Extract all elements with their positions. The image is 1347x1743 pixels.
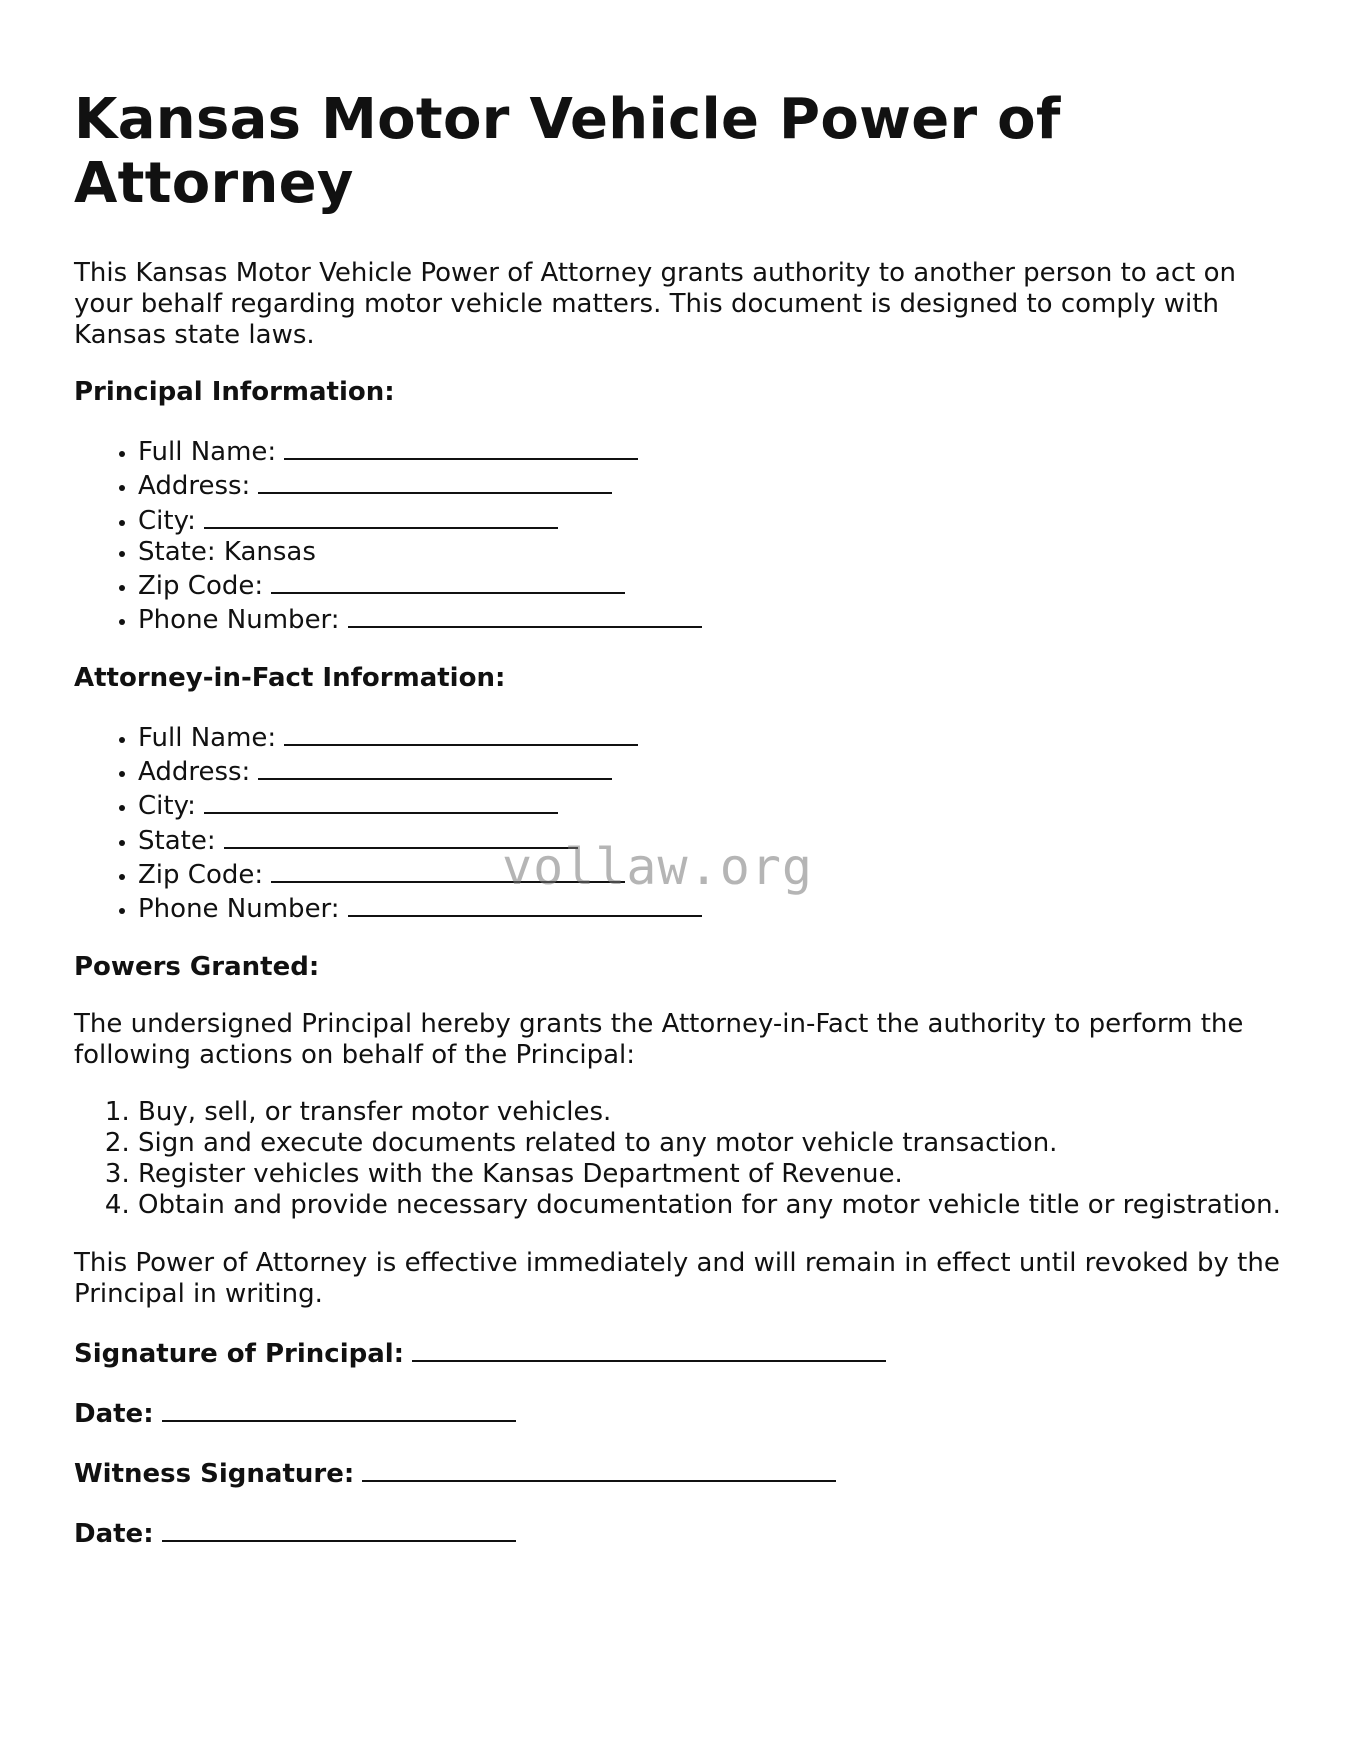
- principal-signature-row: [74, 1336, 1284, 1370]
- field-label: Full Name:: [138, 437, 277, 467]
- field-label: Full Name:: [138, 722, 277, 753]
- intro-paragraph: This Kansas Motor Vehicle Power of Attorney grants authority to another person to act on your behalf regarding motor vehicle matters. This document is designed to comply with Kansas state laws.: [74, 258, 1237, 350]
- witness-signature-row: [74, 1456, 1284, 1490]
- field-label: Address:: [138, 471, 251, 502]
- power-item: 2. Sign and execute documents related to any motor vehicle transaction.: [138, 1128, 1284, 1159]
- attorney-heading: Attorney-in-Fact Information:: [74, 662, 506, 693]
- attorney-city-item: [138, 788, 1284, 822]
- document-page: [74, 88, 1284, 1550]
- principal-address-blank[interactable]: [258, 468, 612, 494]
- watermark: vollaw.org: [502, 838, 814, 896]
- attorney-full-name-blank[interactable]: [284, 720, 638, 746]
- principal-zip-blank[interactable]: [271, 568, 625, 594]
- principal-full-name-blank[interactable]: [284, 434, 638, 460]
- witness-date-blank[interactable]: [162, 1516, 516, 1542]
- witness-date-row: [74, 1516, 1284, 1550]
- field-label: Phone Number:: [138, 605, 340, 636]
- principal-address-item: [138, 468, 1284, 502]
- powers-list: [74, 1097, 1284, 1222]
- date-label: Date:: [74, 1398, 154, 1429]
- document-title: Kansas Motor Vehicle Power of Attorney: [74, 87, 1061, 216]
- field-label: State:: [138, 825, 216, 856]
- principal-full-name-item: [138, 434, 1284, 468]
- date-label: Date:: [74, 1518, 154, 1549]
- principal-field-list: [74, 434, 1284, 637]
- principal-date-blank[interactable]: [162, 1396, 516, 1422]
- power-item: 3. Register vehicles with the Kansas Department of Revenue.: [138, 1159, 1284, 1190]
- field-label: State: Kansas: [138, 536, 316, 567]
- principal-state-item: [138, 537, 1284, 568]
- field-label: City:: [138, 791, 196, 822]
- principal-city-item: [138, 503, 1284, 537]
- field-label: Zip Code:: [138, 571, 264, 602]
- powers-intro: The undersigned Principal hereby grants the Attorney-in-Fact the authority to perform the following actions on behalf of the Principal:: [74, 1008, 1244, 1070]
- field-label: City:: [138, 505, 196, 536]
- principal-city-blank[interactable]: [204, 503, 558, 529]
- principal-zip-item: [138, 568, 1284, 602]
- field-label: Zip Code:: [138, 859, 264, 890]
- principal-date-row: [74, 1396, 1284, 1430]
- principal-phone-blank[interactable]: [348, 602, 702, 628]
- principal-phone-item: [138, 602, 1284, 636]
- witness-label: Witness Signature:: [74, 1458, 355, 1489]
- power-item: 1. Buy, sell, or transfer motor vehicles.: [138, 1097, 1284, 1128]
- attorney-address-item: [138, 754, 1284, 788]
- powers-heading: Powers Granted:: [74, 951, 320, 982]
- field-label: Address:: [138, 757, 251, 788]
- signature-label: Signature of Principal:: [74, 1338, 405, 1369]
- attorney-full-name-item: [138, 720, 1284, 754]
- attorney-phone-item: [138, 891, 1284, 925]
- attorney-city-blank[interactable]: [204, 788, 558, 814]
- field-label: Phone Number:: [138, 894, 340, 925]
- witness-signature-blank[interactable]: [362, 1456, 836, 1482]
- effective-statement: This Power of Attorney is effective immediately and will remain in effect until revoked by the Principal in writing.: [74, 1247, 1280, 1309]
- principal-signature-blank[interactable]: [412, 1336, 886, 1362]
- power-item: 4. Obtain and provide necessary documentation for any motor vehicle title or registration.: [138, 1190, 1284, 1221]
- principal-heading: Principal Information:: [74, 377, 395, 407]
- attorney-address-blank[interactable]: [258, 754, 612, 780]
